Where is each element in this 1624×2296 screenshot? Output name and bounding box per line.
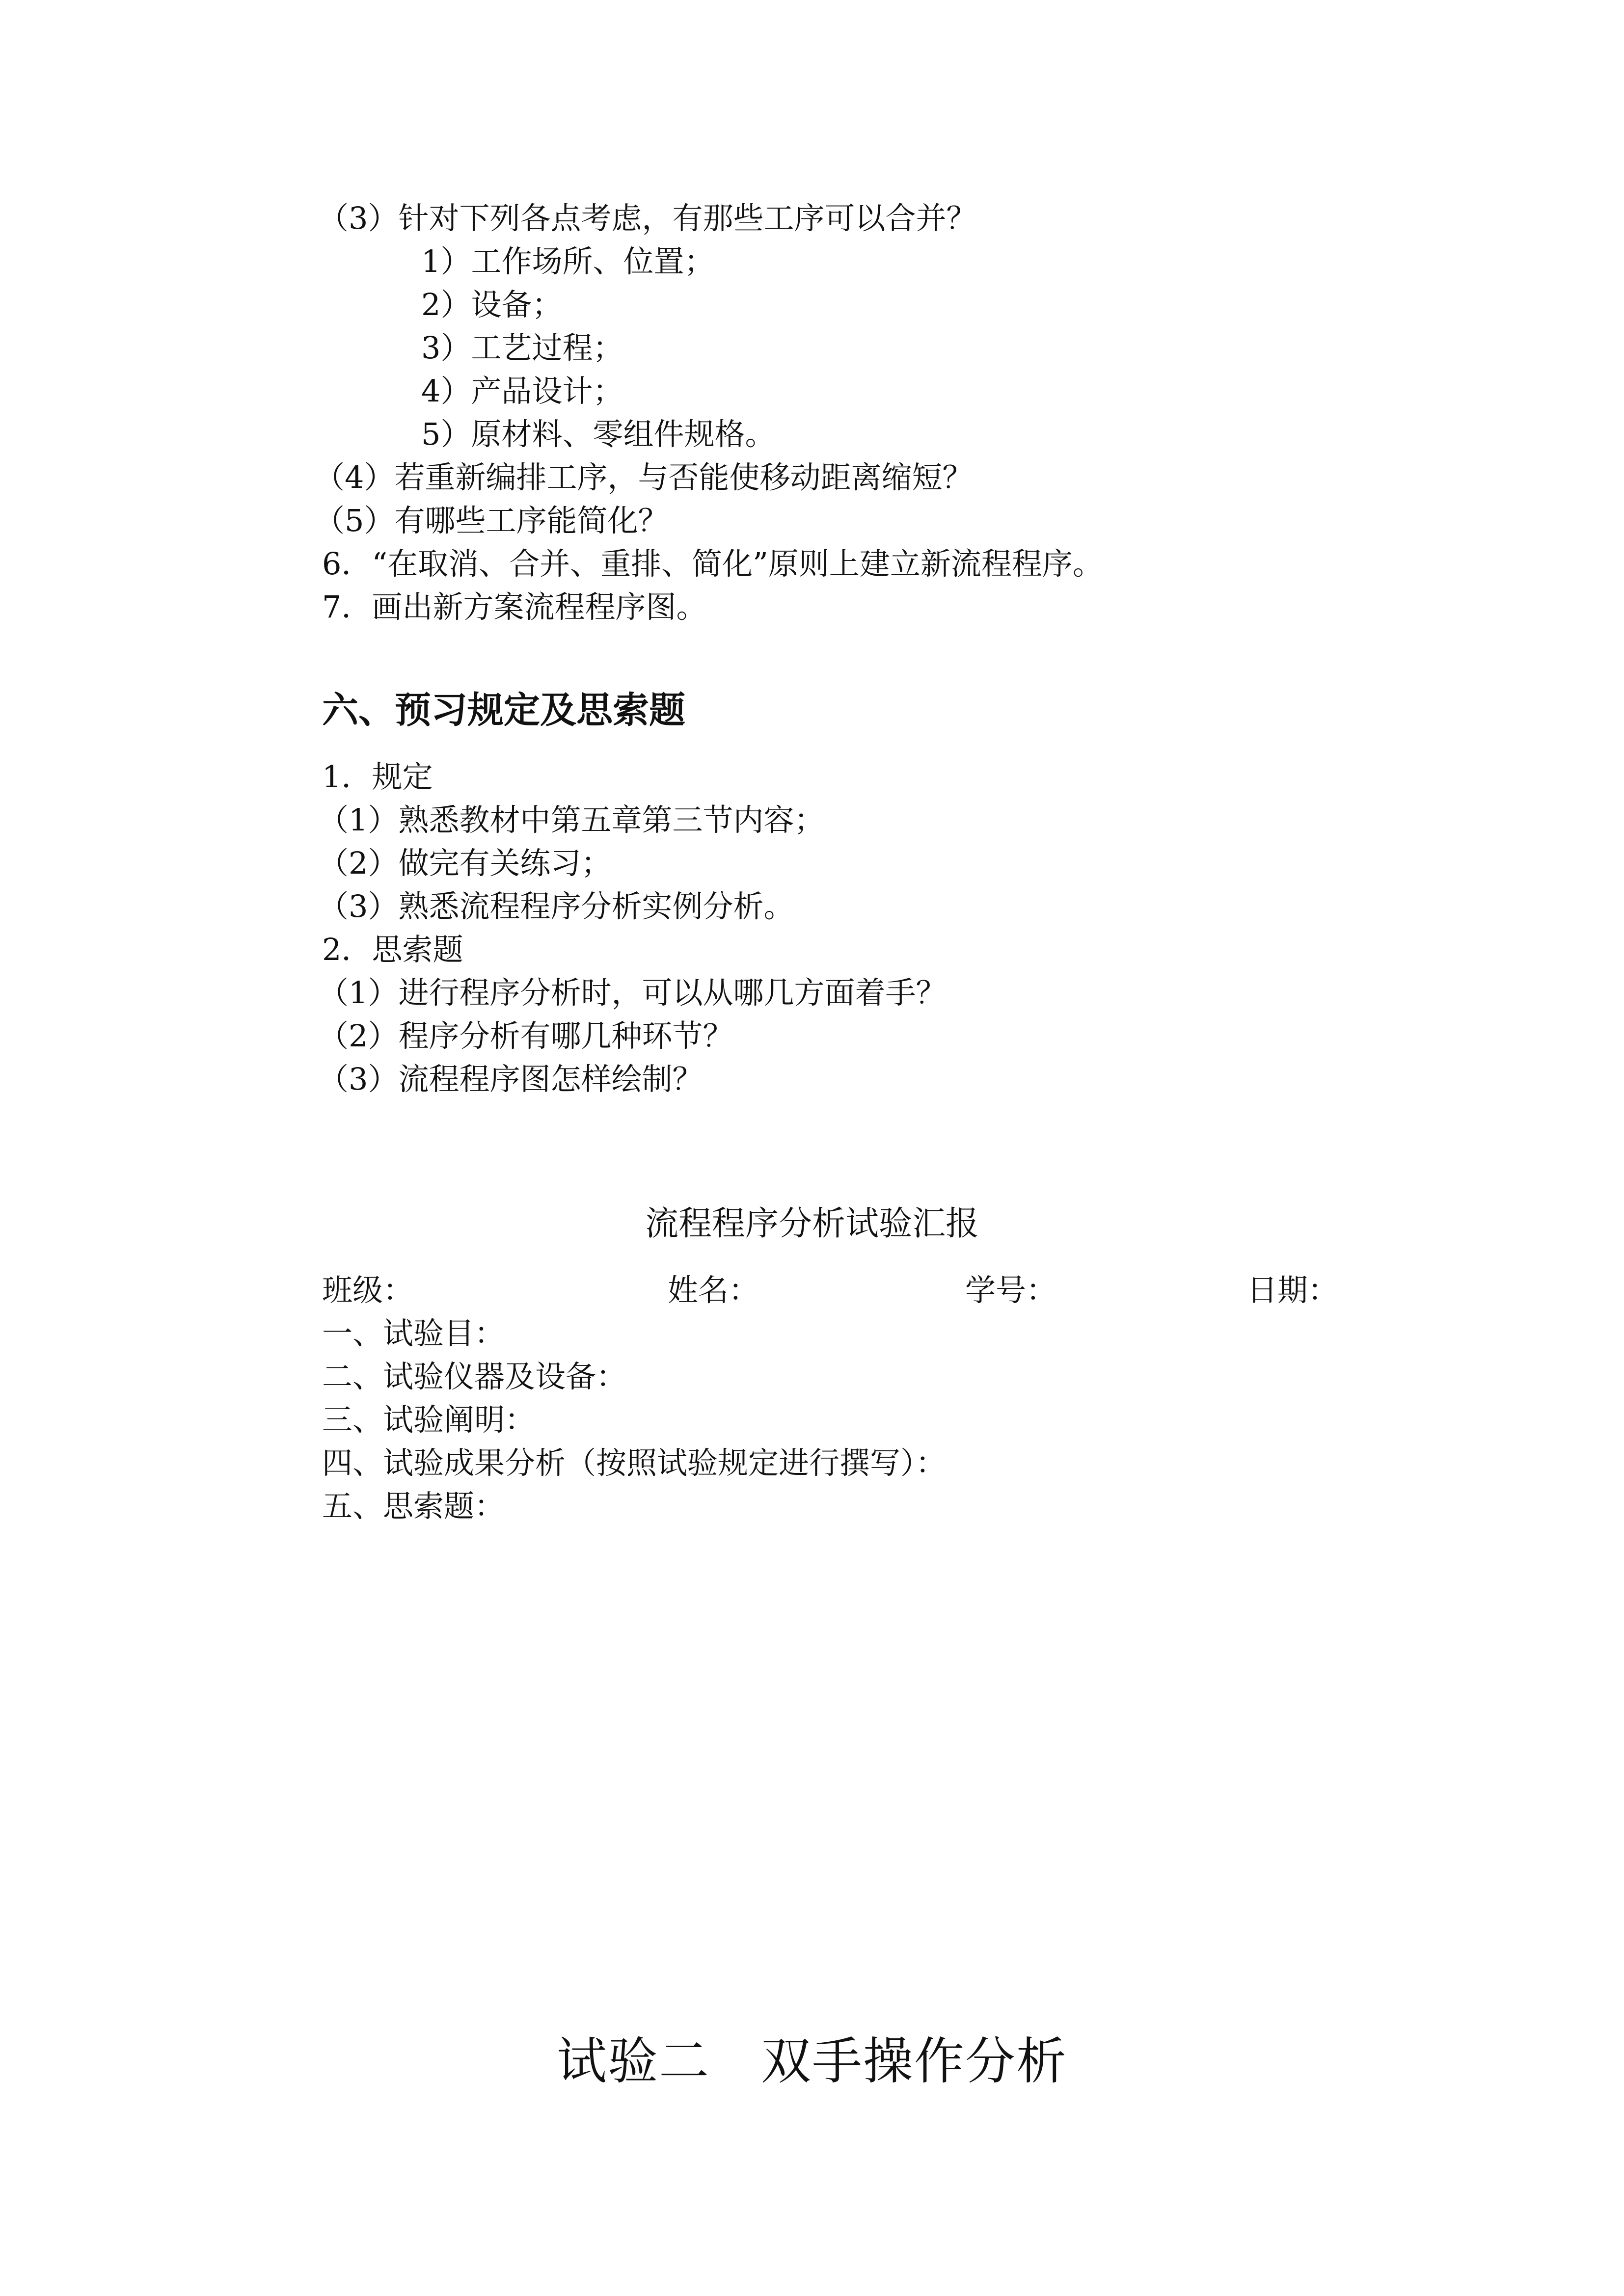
class-field-label: 班级： [322,1272,414,1308]
requirements-title: 1．规定 [322,759,433,795]
think-question-1: （1）进行程序分析时，可以从哪几方面着手？ [318,975,947,1011]
think-question-3: （3）流程程序图怎样绘制？ [318,1061,703,1097]
report-item-4: 四、试验成果分析（按照试验规定进行撰写）： [322,1445,947,1481]
date-field-label: 日期： [1247,1272,1339,1308]
sub-item-5: 5）原材料、零组件规格。 [421,416,776,452]
report-item-3: 三、试验阐明： [322,1402,536,1438]
sub-item-3: 3）工艺过程； [421,330,623,366]
question-3: （3）针对下列各点考虑，有那些工序可以合并？ [318,200,977,236]
requirement-3: （3）熟悉流程程序分析实例分析。 [318,888,794,924]
sub-item-1: 1）工作场所、位置； [421,243,715,279]
sub-item-4: 4）产品设计； [421,373,623,409]
question-5: （5）有哪些工序能简化？ [314,503,669,538]
question-4: （4）若重新编排工序，与否能使移动距离缩短？ [314,459,973,495]
section-six-heading: 六、预习规定及思索题 [322,689,685,731]
requirement-1: （1）熟悉教材中第五章第三节内容； [318,802,825,838]
step-7: 7．画出新方案流程程序图。 [322,589,707,625]
experiment-two-title: 试验二 双手操作分析 [557,2032,1067,2091]
sub-item-2: 2）设备； [421,287,563,322]
think-question-2: （2）程序分析有哪几种环节？ [318,1018,733,1054]
report-item-2: 二、试验仪器及设备： [322,1359,627,1394]
report-item-5: 五、思索题： [322,1488,505,1524]
think-questions-title: 2．思索题 [322,932,463,967]
student-id-field-label: 学号： [965,1272,1057,1308]
report-title: 流程程序分析试验汇报 [645,1204,979,1243]
requirement-2: （2）做完有关练习； [318,845,612,881]
step-6: 6．“在取消、合并、重排、简化”原则上建立新流程程序。 [322,546,1103,582]
name-field-label: 姓名： [668,1272,759,1308]
report-item-1: 一、试验目： [322,1315,505,1351]
